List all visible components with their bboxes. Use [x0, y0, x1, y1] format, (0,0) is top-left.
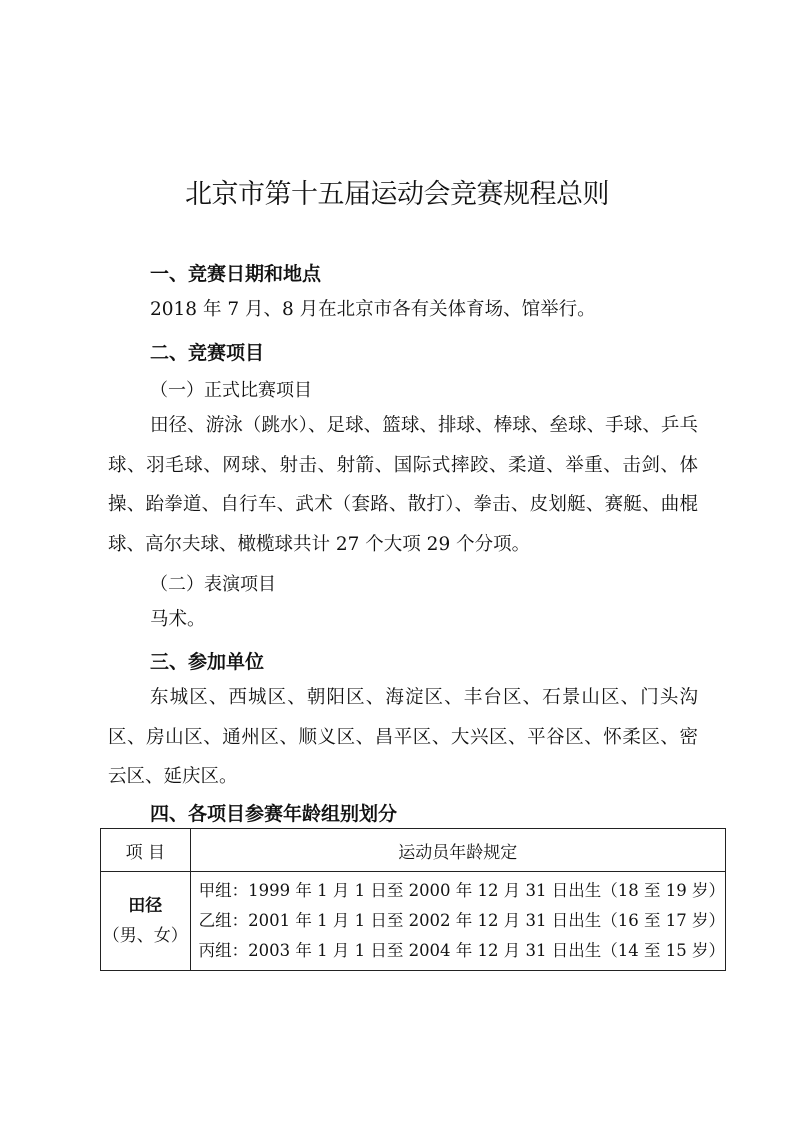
section-2-sub2-text: 马术。	[150, 609, 206, 630]
section-3-heading: 三、参加单位	[150, 651, 265, 673]
table-cell-project	[101, 872, 191, 971]
table-header-age-rule: 运动员年龄规定	[190, 829, 725, 872]
age-group-table	[100, 828, 726, 971]
document-title: 北京市第十五届运动会竞赛规程总则	[185, 179, 609, 210]
age-rule-line: 丙组：2003 年 1 月 1 日至 2004 年 12 月 31 日出生（14 至 15 岁）	[198, 941, 725, 960]
table-header-project: 项 目	[101, 829, 191, 872]
project-name: 田径	[128, 896, 163, 916]
age-rule-line: 乙组：2001 年 1 月 1 日至 2002 年 12 月 31 日出生（16 至 17 岁）	[198, 911, 725, 930]
section-2-sub1-text: 田径、游泳（跳水）、足球、篮球、排球、棒球、垒球、手球、乒乓球、羽毛球、网球、射击、射箭、国际式摔跤、柔道、举重、击剑、体操、跆拳道、自行车、武术（套路、散打）、拳击、皮划艇、赛艇、曲棍球、高尔夫球、橄榄球共计 27 个大项 29 个分项。	[108, 415, 698, 555]
section-2-heading: 二、竞赛项目	[150, 342, 265, 364]
section-2-sub1-heading: （一）正式比赛项目	[150, 380, 312, 401]
table-row	[101, 872, 726, 971]
age-rule-line: 甲组：1999 年 1 月 1 日至 2000 年 12 月 31 日出生（18 至 19 岁）	[198, 881, 725, 900]
section-4-heading: 四、各项目参赛年龄组别划分	[150, 803, 398, 825]
table-cell-age-rules	[190, 872, 725, 971]
section-1-text: 2018 年 7 月、8 月在北京市各有关体育场、馆举行。	[150, 299, 596, 320]
section-3-text: 东城区、西城区、朝阳区、海淀区、丰台区、石景山区、门头沟区、房山区、通州区、顺义区、昌平区、大兴区、平谷区、怀柔区、密云区、延庆区。	[108, 687, 698, 787]
table-header-row	[101, 829, 726, 872]
section-1-heading: 一、竞赛日期和地点	[150, 263, 322, 285]
project-gender: （男、女）	[102, 926, 188, 946]
section-2-sub2-heading: （二）表演项目	[150, 574, 276, 595]
